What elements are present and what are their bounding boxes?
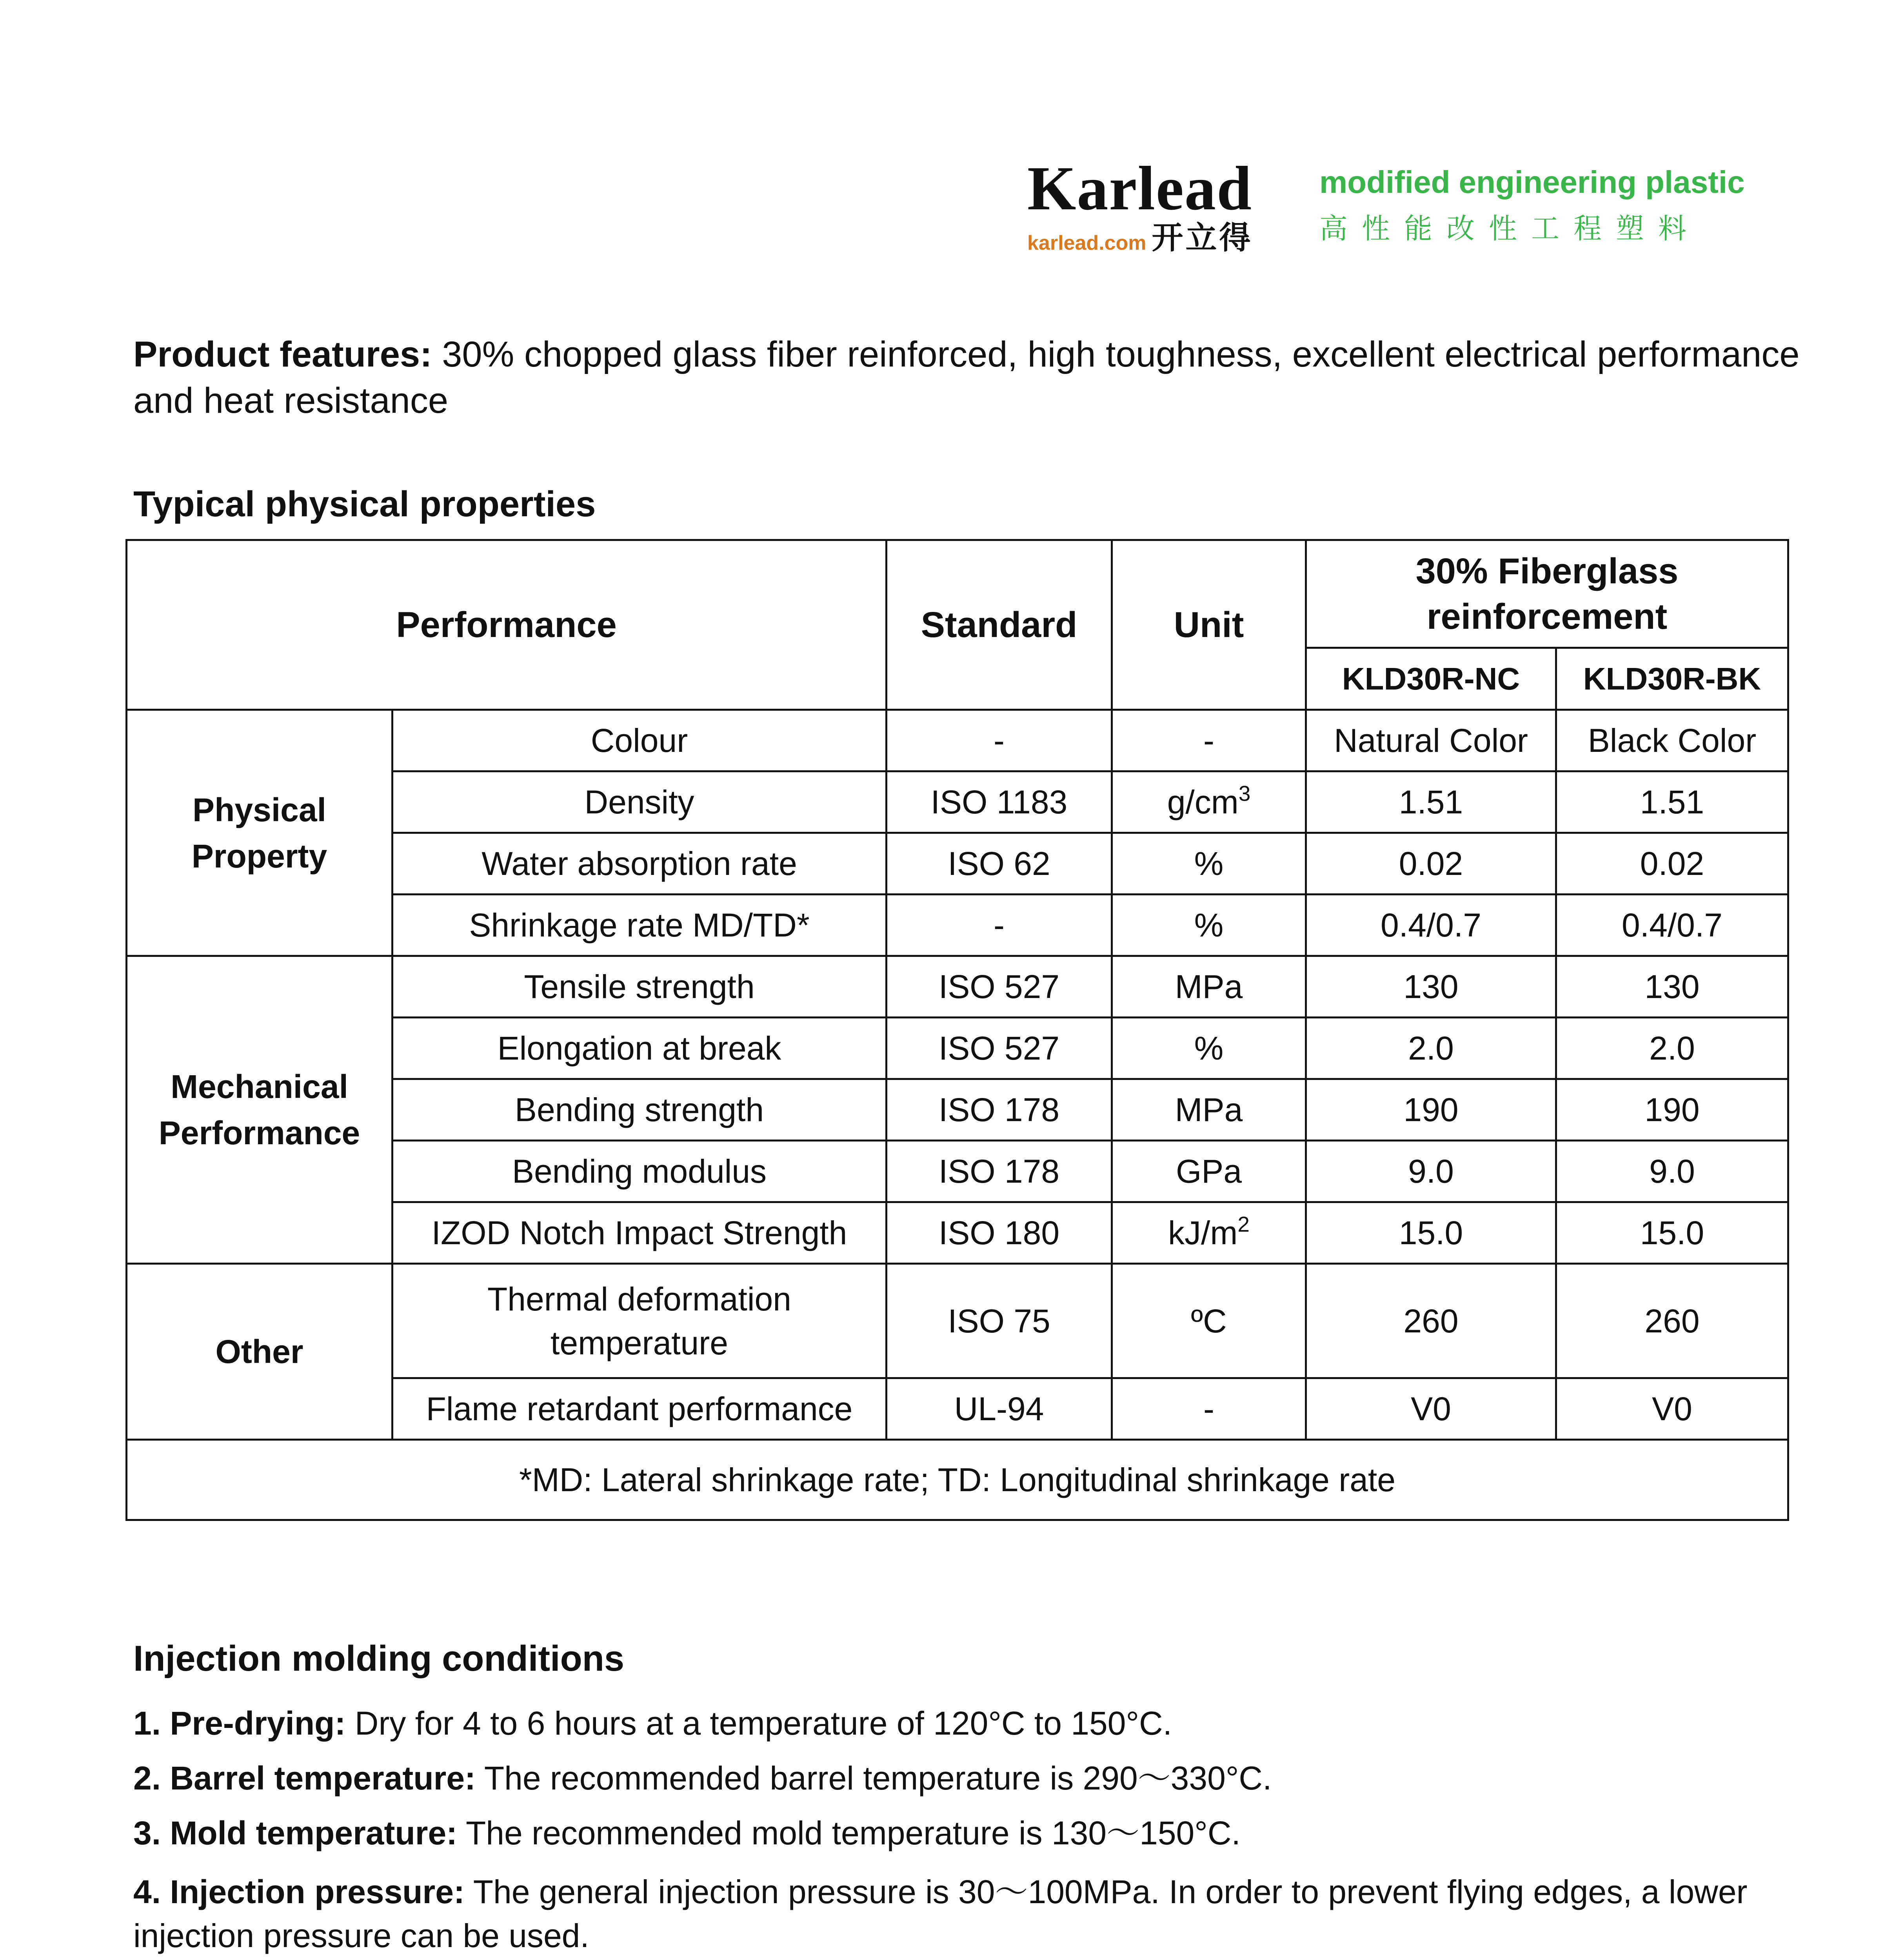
- value-grade-2: 2.0: [1556, 1018, 1788, 1079]
- property-standard: ISO 178: [887, 1079, 1112, 1141]
- condition-item: [133, 1701, 1800, 1745]
- property-name: Colour: [392, 710, 887, 771]
- value-grade-2: 15.0: [1556, 1202, 1788, 1264]
- condition-item: [133, 1870, 1800, 1958]
- logo-sub-row: [1027, 219, 1253, 256]
- condition-label: 1. Pre-drying:: [133, 1705, 346, 1742]
- table-header-row: [127, 540, 1788, 648]
- value-grade-1: 190: [1306, 1079, 1556, 1141]
- table-title: Typical physical properties: [133, 484, 596, 524]
- table-row: [127, 1264, 1788, 1378]
- condition-item: [133, 1756, 1800, 1800]
- value-grade-2: 0.4/0.7: [1556, 895, 1788, 956]
- value-grade-1: V0: [1306, 1378, 1556, 1440]
- header-standard: Standard: [887, 540, 1112, 710]
- unit-superscript: 2: [1237, 1212, 1250, 1236]
- header-grade-1: KLD30R-NC: [1306, 648, 1556, 710]
- condition-item: [133, 1811, 1800, 1855]
- condition-text: The recommended barrel temperature is 290～330°C.: [476, 1760, 1272, 1797]
- property-unit: %: [1112, 833, 1306, 895]
- value-grade-1: 15.0: [1306, 1202, 1556, 1264]
- value-grade-1: 0.02: [1306, 833, 1556, 895]
- property-name: Bending strength: [392, 1079, 887, 1141]
- value-grade-2: Black Color: [1556, 710, 1788, 771]
- property-unit: -: [1112, 710, 1306, 771]
- logo-name: Karlead: [1027, 153, 1252, 223]
- condition-text: The general injection pressure is 30～100MPa. In order to prevent flying edges, a lower injection pressure can be used.: [133, 1873, 1748, 1954]
- unit-superscript: 3: [1238, 781, 1251, 806]
- property-standard: -: [887, 710, 1112, 771]
- value-grade-1: 1.51: [1306, 771, 1556, 833]
- property-standard: ISO 178: [887, 1141, 1112, 1202]
- table-footnote: *MD: Lateral shrinkage rate; TD: Longitudinal shrinkage rate: [127, 1440, 1788, 1520]
- features-label: Product features:: [133, 334, 432, 374]
- group-mechanical: Mechanical Performance: [127, 956, 392, 1264]
- property-unit: ºC: [1112, 1264, 1306, 1378]
- property-unit: MPa: [1112, 956, 1306, 1018]
- property-standard: ISO 180: [887, 1202, 1112, 1264]
- value-grade-1: 9.0: [1306, 1141, 1556, 1202]
- property-standard: UL-94: [887, 1378, 1112, 1440]
- table-row: [127, 956, 1788, 1018]
- property-name: Bending modulus: [392, 1141, 887, 1202]
- property-unit: MPa: [1112, 1079, 1306, 1141]
- properties-table: [125, 539, 1789, 1521]
- value-grade-2: V0: [1556, 1378, 1788, 1440]
- property-name: Water absorption rate: [392, 833, 887, 895]
- value-grade-1: 260: [1306, 1264, 1556, 1378]
- logo-chinese-name: 开立得: [1152, 219, 1253, 256]
- property-name: IZOD Notch Impact Strength: [392, 1202, 887, 1264]
- value-grade-1: 0.4/0.7: [1306, 895, 1556, 956]
- condition-text: The recommended mold temperature is 130～150°C.: [457, 1815, 1241, 1851]
- value-grade-2: 130: [1556, 956, 1788, 1018]
- property-unit: %: [1112, 1018, 1306, 1079]
- unit-text: kJ/m: [1168, 1214, 1238, 1251]
- company-logo: [1027, 153, 1253, 256]
- condition-label: 4. Injection pressure:: [133, 1873, 465, 1910]
- header-performance: Performance: [127, 540, 887, 710]
- property-unit: [1112, 771, 1306, 833]
- condition-label: 2. Barrel temperature:: [133, 1760, 476, 1797]
- tagline-english: modified engineering plastic: [1319, 165, 1745, 200]
- property-unit: [1112, 1202, 1306, 1264]
- table-row: [127, 710, 1788, 771]
- property-name: Density: [392, 771, 887, 833]
- value-grade-2: 0.02: [1556, 833, 1788, 895]
- group-other: Other: [127, 1264, 392, 1440]
- condition-text: Dry for 4 to 6 hours at a temperature of 120°C to 150°C.: [345, 1705, 1172, 1742]
- value-grade-2: 9.0: [1556, 1141, 1788, 1202]
- table-footnote-row: [127, 1440, 1788, 1520]
- property-unit: -: [1112, 1378, 1306, 1440]
- property-name: Tensile strength: [392, 956, 887, 1018]
- header-grade-2: KLD30R-BK: [1556, 648, 1788, 710]
- header-group: 30% Fiberglass reinforcement: [1306, 540, 1788, 648]
- property-name: Thermal deformation temperature: [392, 1264, 887, 1378]
- property-name: Flame retardant performance: [392, 1378, 887, 1440]
- value-grade-1: Natural Color: [1306, 710, 1556, 771]
- property-standard: ISO 75: [887, 1264, 1112, 1378]
- value-grade-2: 1.51: [1556, 771, 1788, 833]
- unit-text: g/cm: [1167, 784, 1239, 820]
- product-features: [133, 331, 1800, 424]
- tagline-chinese: 高性能改性工程塑料: [1319, 212, 1701, 245]
- property-unit: %: [1112, 895, 1306, 956]
- value-grade-1: 2.0: [1306, 1018, 1556, 1079]
- value-grade-2: 190: [1556, 1079, 1788, 1141]
- property-name: Elongation at break: [392, 1018, 887, 1079]
- property-standard: ISO 1183: [887, 771, 1112, 833]
- value-grade-2: 260: [1556, 1264, 1788, 1378]
- value-grade-1: 130: [1306, 956, 1556, 1018]
- injection-title: Injection molding conditions: [133, 1639, 625, 1679]
- property-standard: ISO 527: [887, 1018, 1112, 1079]
- property-standard: ISO 527: [887, 956, 1112, 1018]
- tagline: [1319, 167, 1745, 243]
- logo-url: karlead.com: [1027, 232, 1146, 254]
- property-name: Shrinkage rate MD/TD*: [392, 895, 887, 956]
- property-unit: GPa: [1112, 1141, 1306, 1202]
- group-physical: Physical Property: [127, 710, 392, 956]
- condition-label: 3. Mold temperature:: [133, 1815, 458, 1851]
- property-standard: ISO 62: [887, 833, 1112, 895]
- property-standard: -: [887, 895, 1112, 956]
- header-unit: Unit: [1112, 540, 1306, 710]
- features-text: 30% chopped glass fiber reinforced, high toughness, excellent electrical performance and heat resistance: [133, 334, 1800, 421]
